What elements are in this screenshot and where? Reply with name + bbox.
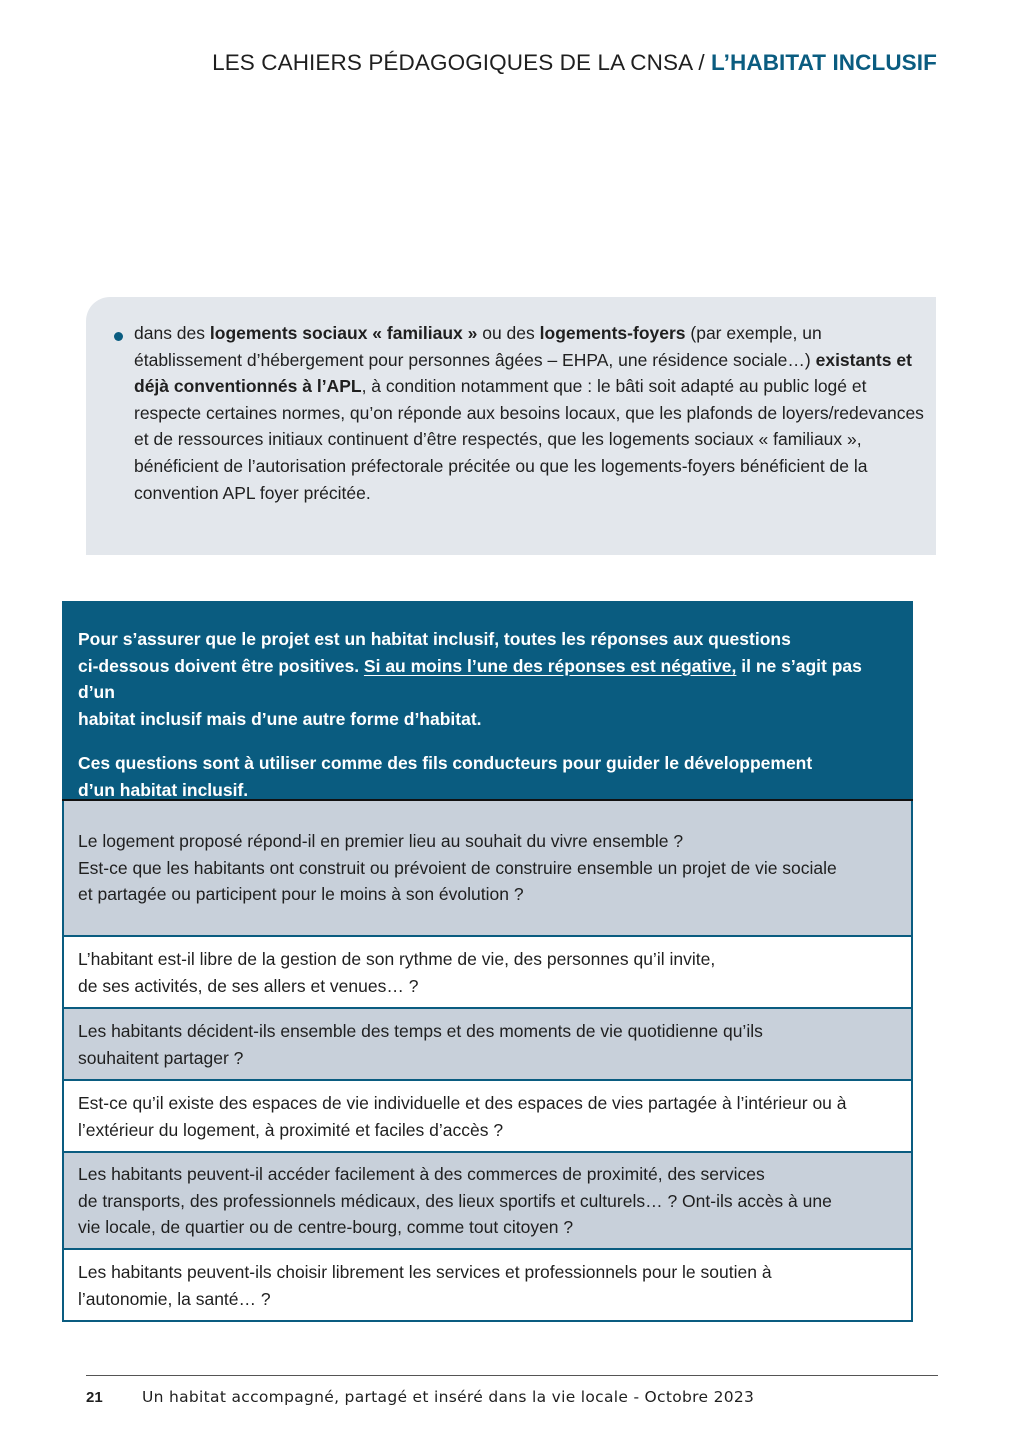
question-line: Est-ce qu’il existe des espaces de vie individuelle et des espaces de vies partagée à l’intérieur ou à <box>78 1093 847 1113</box>
footer-divider <box>86 1375 938 1376</box>
intro-line: il ne s’agit pas d’un <box>78 655 862 702</box>
intro-line: d’un habitat inclusif. <box>78 779 249 800</box>
header-separator: / <box>691 50 712 75</box>
table-row <box>62 1081 913 1153</box>
question-line: de transports, des professionnels médicaux, des lieux sportifs et culturels… ? Ont-ils accès à une <box>78 1190 832 1211</box>
table-header <box>62 601 913 801</box>
callout-text-part: (par exemple, un établissement d’hébergement pour personnes âgées – EHPA, une résidence sociale…) <box>134 323 822 370</box>
intro-line: habitat inclusif mais d’une autre forme d’habitat. <box>78 708 482 729</box>
question-line: l’autonomie, la santé… ? <box>78 1288 271 1309</box>
table-row <box>62 1250 913 1322</box>
question-line: Est-ce que les habitants ont construit ou prévoient de construire ensemble un projet de vie sociale <box>78 857 837 878</box>
question-line: de ses activités, de ses allers et venues… ? <box>78 975 419 996</box>
table-row <box>62 937 913 1009</box>
header-title: L’HABITAT INCLUSIF <box>711 50 937 75</box>
question-line: vie locale, de quartier ou de centre-bourg, comme tout citoyen ? <box>78 1217 574 1238</box>
callout-bold-part: logements-foyers <box>539 323 686 343</box>
footer-text: Un habitat accompagné, partagé et inséré dans la vie locale - Octobre 2023 <box>142 1388 755 1406</box>
bullet-icon <box>114 332 123 341</box>
callout-bold-part: existants et déjà conventionnés à l’APL <box>134 349 912 397</box>
table-row <box>62 801 913 937</box>
question-line: l’extérieur du logement, à proximité et faciles d’accès ? <box>78 1119 504 1140</box>
header-series: LES CAHIERS PÉDAGOGIQUES DE LA CNSA <box>212 50 692 75</box>
question-line: Les habitants décident-ils ensemble des temps et des moments de vie quotidienne qu’ils <box>78 1021 763 1041</box>
table-intro-1 <box>78 626 897 732</box>
intro-underlined: Si au moins l’une des réponses est négative, <box>363 655 737 676</box>
table-row <box>62 1009 913 1081</box>
table-row <box>62 1153 913 1250</box>
question-line: L’habitant est-il libre de la gestion de son rythme de vie, des personnes qu’il invite, <box>78 949 716 969</box>
question-line: souhaitent partager ? <box>78 1047 244 1068</box>
question-line: Les habitants peuvent-il accéder facilement à des commerces de proximité, des services <box>78 1164 765 1184</box>
callout-text-part: dans des <box>134 323 210 343</box>
page-number: 21 <box>86 1389 103 1406</box>
callout-text-part: ou des <box>477 323 540 343</box>
intro-line: Ces questions sont à utiliser comme des fils conducteurs pour guider le développement <box>78 753 813 773</box>
question-line: Le logement proposé répond-il en premier lieu au souhait du vivre ensemble ? <box>78 831 684 851</box>
callout-text <box>134 320 924 506</box>
question-line: et partagée ou participent pour le moins à son évolution ? <box>78 884 524 905</box>
info-callout <box>86 297 936 555</box>
callout-bold-part: logements sociaux « familiaux » <box>209 323 478 343</box>
checklist-table <box>62 601 913 1322</box>
intro-line: ci-dessous doivent être positives. <box>78 655 364 676</box>
question-line: Les habitants peuvent-ils choisir librement les services et professionnels pour le soutien à <box>78 1262 772 1282</box>
running-header <box>212 50 937 76</box>
table-intro-2 <box>78 750 897 803</box>
callout-text-part: , à condition notamment que : le bâti soit adapté au public logé et respecte certaines normes, qu’on réponde aux besoins locaux, que les plafonds de loyers/redevances et de ressources initiaux continuent d’être respectés, que les logements sociaux « familiaux », bénéficient de l’autorisation préfectorale précitée ou que les logements-foyers bénéficient de la convention APL foyer précitée. <box>134 376 924 503</box>
intro-line: Pour s’assurer que le projet est un habitat inclusif, toutes les réponses aux questions <box>78 629 791 649</box>
